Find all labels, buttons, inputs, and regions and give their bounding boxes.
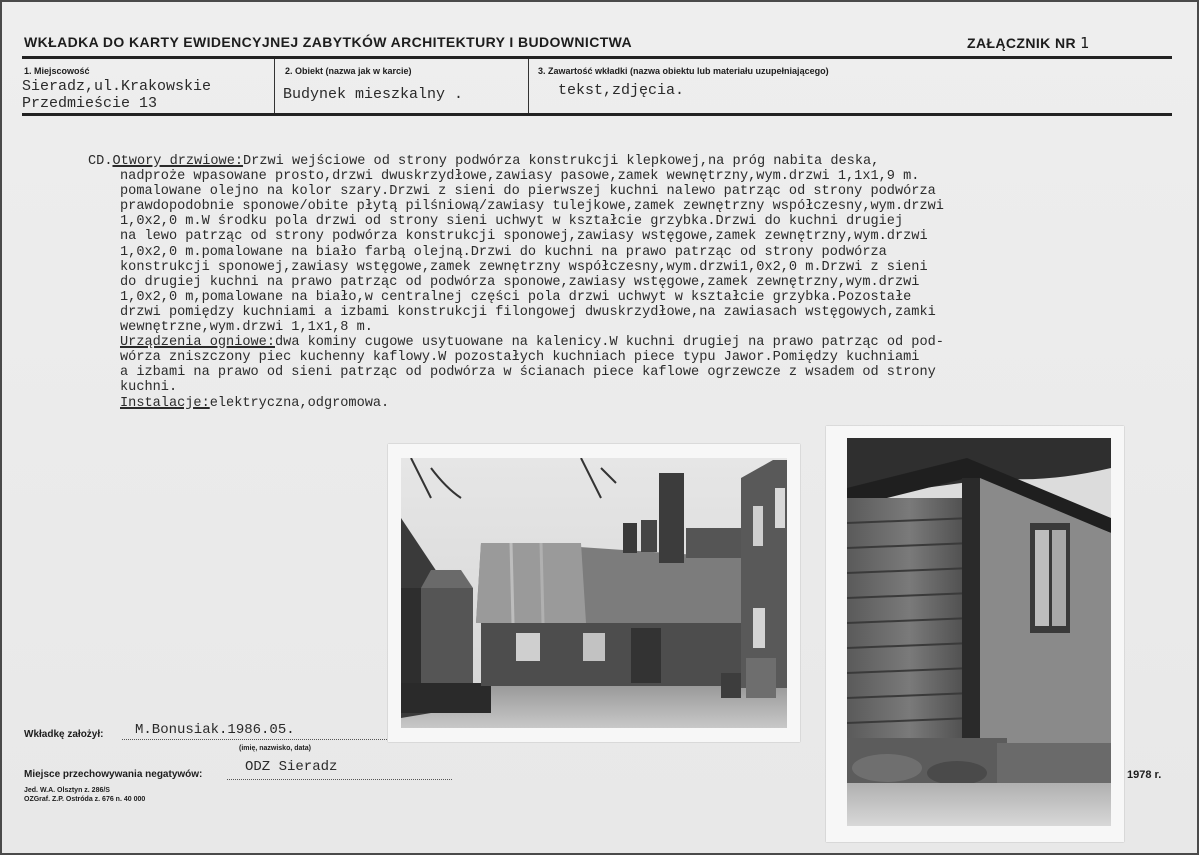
record-sheet — [2, 2, 1197, 853]
location-value-line-2: Przedmieście 13 — [22, 95, 158, 112]
location-label: 1. Miejscowość — [24, 66, 90, 76]
attachment-number-value: 1 — [1080, 34, 1090, 52]
created-by-dotted-line — [122, 739, 387, 740]
doors-line: 1,0x2,0 m.pomalowane na biało farbą olejną.Drzwi do kuchni na prawo patrząc od strony podwórza — [120, 244, 887, 260]
courtyard-building-image — [401, 458, 787, 728]
print-info-line-2: OZGraf. Z.P. Ostróda z. 676 n. 40 000 — [24, 796, 146, 803]
doors-line: wewnętrzne,wym.drzwi 1,1x1,8 m. — [120, 320, 373, 336]
fire-first-line — [88, 335, 1178, 350]
top-rule — [22, 56, 1172, 59]
negatives-dotted-line — [227, 779, 452, 780]
print-info-line-1: Jed. W.A. Olsztyn z. 286/S — [24, 787, 110, 794]
doors-line: na lewo patrząc od strony podwórza konstrukcji sponowej,zawiasy wstęgowe,zamek zewnętrzny,wym.drzwi — [120, 229, 928, 245]
object-value: Budynek mieszkalny . — [283, 86, 464, 103]
attachment-label: ZAŁĄCZNIK NR — [967, 35, 1077, 51]
header-bottom-rule — [22, 113, 1172, 116]
install-line — [88, 396, 1178, 411]
wooden-wall-corner-photo — [826, 426, 1124, 842]
year-label: 1978 r. — [1127, 769, 1162, 781]
created-by-value: M.Bonusiak.1986.05. — [135, 722, 295, 738]
doors-line: nadproże wpasowane prosto,drzwi dwuskrzydłowe,zawiasy pasowe,zamek wewnętrzny,wym.drzwi 1,1x1,9 m. — [120, 169, 920, 185]
fire-line-1: dwa kominy cugowe usytuowane na kalenicy.W kuchni drugiej na prawo patrząc od pod- — [275, 335, 944, 351]
created-by-caption: (imię, nazwisko, data) — [239, 745, 311, 752]
continuation-prefix: CD. — [88, 154, 113, 169]
attachment-number — [967, 34, 1089, 52]
fire-line: kuchni. — [120, 380, 178, 396]
doors-line: konstrukcji sponowej,zawiasy wstęgowe,zamek zewnętrzny współczesny,wym.drzwi1,0x2,0 m.Drzwi z sieni — [120, 259, 928, 275]
fire-heading: Urządzenia ogniowe: — [120, 335, 275, 351]
doors-line-1: Drzwi wejściowe od strony podwórza konstrukcji klepkowej,na próg nabita deska, — [243, 154, 880, 169]
doors-first-line — [88, 154, 1178, 169]
install-heading: Instalacje: — [120, 395, 210, 411]
location-value-line-1: Sieradz,ul.Krakowskie — [22, 78, 212, 95]
doors-line: do drugiej kuchni na prawo patrząc od podwórza sponowe,zawiasy wstęgowe,zamek zewnętrzny,wym.drzwi — [120, 274, 920, 290]
created-by-label: Wkładkę założył: — [24, 729, 104, 740]
wooden-wall-image — [847, 438, 1111, 826]
field-separator-2 — [528, 59, 529, 113]
content-value: tekst,zdjęcia. — [558, 82, 685, 99]
doors-line: prawdopodobnie sponowe/obite płytą pilśniową/zawiasy tulejkowe,zamek zewnętrzny współczesny,wym.drzwi — [120, 199, 944, 215]
courtyard-building-photo — [388, 444, 800, 742]
negatives-value: ODZ Sieradz — [245, 759, 338, 775]
doors-line: 1,0x2,0 m.W środku pola drzwi od strony sieni uchwyt w kształcie grzybka.Drzwi do kuchni drugiej — [120, 214, 904, 230]
field-separator-1 — [274, 59, 275, 113]
sheet-title: WKŁADKA DO KARTY EWIDENCYJNEJ ZABYTKÓW ARCHITEKTURY I BUDOWNICTWA — [24, 34, 633, 50]
negatives-label: Miejsce przechowywania negatywów: — [24, 769, 203, 780]
doors-line: drzwi pomiędzy kuchniami a izbami konstrukcji filongowej dwuskrzydłowe,na zawiasach wstęgowych,zamki — [120, 304, 936, 320]
description-text — [88, 154, 1178, 411]
doors-line: pomalowane olejno na kolor szary.Drzwi z sieni do pierwszej kuchni nalewo patrząc od strony podwórza — [120, 184, 936, 200]
doors-heading: Otwory drzwiowe: — [112, 154, 244, 169]
content-label: 3. Zawartość wkładki (nazwa obiektu lub materiału uzupełniającego) — [538, 66, 829, 76]
object-label: 2. Obiekt (nazwa jak w karcie) — [285, 66, 412, 76]
doors-line: 1,0x2,0 m,pomalowane na biało,w centralnej części pola drzwi uchwyt w kształcie grzybka.Pozostałe — [120, 289, 912, 305]
install-text: elektryczna,odgromowa. — [209, 395, 390, 411]
fire-line: a izbami na prawo od sieni patrząc od podwórza w ścianach piece kaflowe ogrzewcze z wsadem od strony — [120, 365, 936, 381]
fire-line: wórza zniszczony piec kuchenny kaflowy.W pozostałych kuchniach piece typu Jawor.Pomiędzy kuchniami — [120, 350, 920, 366]
